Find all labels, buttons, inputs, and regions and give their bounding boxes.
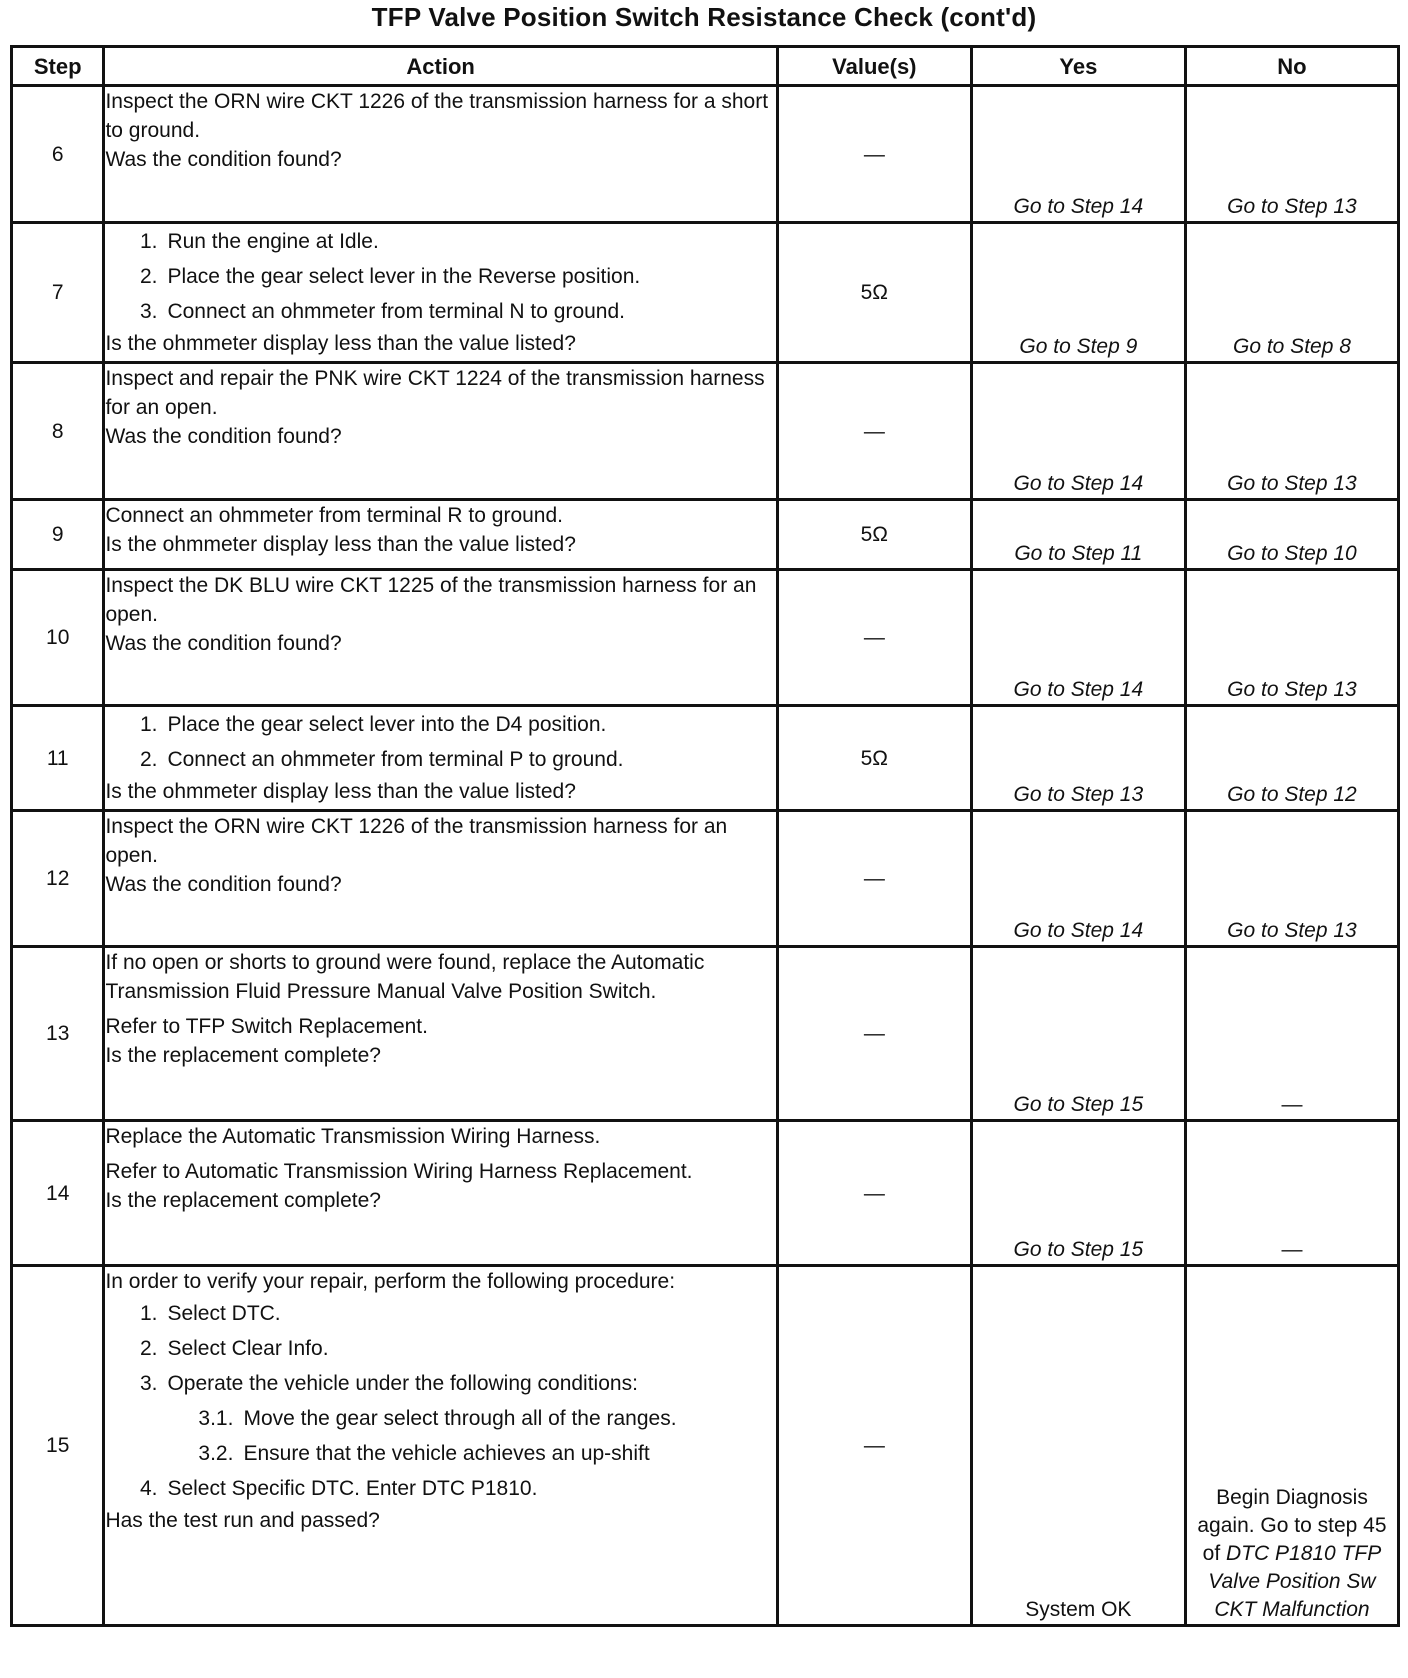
procedure-table xyxy=(10,45,1400,1627)
step-number: 7 xyxy=(12,223,104,363)
yes-cell: Go to Step 9 xyxy=(971,223,1185,363)
header-yes: Yes xyxy=(971,47,1185,86)
list-item: 2. Place the gear select lever in the Reverse position. xyxy=(139,265,641,288)
action-text: Inspect and repair the PNK wire CKT 1224 of the transmission harness for an open. xyxy=(105,367,765,419)
list-item: 1. Place the gear select lever into the D4 position. xyxy=(139,713,607,736)
action-question: Is the ohmmeter display less than the value listed? xyxy=(105,332,576,355)
value-cell: — xyxy=(777,1266,971,1626)
action-question: Was the condition found? xyxy=(105,873,342,896)
no-cell: Go to Step 13 xyxy=(1185,86,1398,223)
no-cell: — xyxy=(1185,947,1398,1121)
sub-list-item: 3.1. Move the gear select through all of the ranges. xyxy=(198,1407,677,1430)
table-row xyxy=(12,811,1399,947)
yes-cell: Go to Step 14 xyxy=(971,86,1185,223)
action-question: Was the condition found? xyxy=(105,632,342,655)
table-row xyxy=(12,1266,1399,1626)
table-row xyxy=(12,86,1399,223)
list-item: 3. Operate the vehicle under the following conditions: xyxy=(139,1372,638,1395)
value-cell: — xyxy=(777,811,971,947)
header-value: Value(s) xyxy=(777,47,971,86)
action-question: Was the condition found? xyxy=(105,425,342,448)
action-cell xyxy=(104,500,777,570)
table-row xyxy=(12,570,1399,706)
yes-cell: System OK xyxy=(971,1266,1185,1626)
list-item: 1. Run the engine at Idle. xyxy=(139,230,379,253)
no-cell: Go to Step 13 xyxy=(1185,570,1398,706)
yes-cell: Go to Step 14 xyxy=(971,570,1185,706)
yes-cell: Go to Step 13 xyxy=(971,706,1185,811)
table-row xyxy=(12,223,1399,363)
action-reference: Refer to Automatic Transmission Wiring Harness Replacement. xyxy=(105,1160,693,1183)
step-number: 10 xyxy=(12,570,104,706)
list-item: 1. Select DTC. xyxy=(139,1302,281,1325)
value-cell: — xyxy=(777,947,971,1121)
table-row xyxy=(12,363,1399,500)
action-cell xyxy=(104,947,777,1121)
action-cell xyxy=(104,1266,777,1626)
value-cell: 5Ω xyxy=(777,706,971,811)
list-item: 3. Connect an ohmmeter from terminal N to ground. xyxy=(139,300,625,323)
value-cell: — xyxy=(777,570,971,706)
action-text: Inspect the ORN wire CKT 1226 of the transmission harness for a short to ground. xyxy=(105,90,769,142)
list-item: 2. Connect an ohmmeter from terminal P to ground. xyxy=(139,748,624,771)
no-text: Begin Diagnosis again. Go to step 45 of xyxy=(1197,1486,1387,1565)
value-cell: 5Ω xyxy=(777,500,971,570)
no-cell: Go to Step 13 xyxy=(1185,811,1398,947)
action-text: If no open or shorts to ground were found, replace the Automatic Transmission Fluid Pressure Manual Valve Position Switch. xyxy=(105,951,705,1003)
step-number: 15 xyxy=(12,1266,104,1626)
step-number: 14 xyxy=(12,1121,104,1266)
action-text: In order to verify your repair, perform the following procedure: xyxy=(105,1270,676,1293)
list-item: 2. Select Clear Info. xyxy=(139,1337,329,1360)
value-cell: — xyxy=(777,86,971,223)
step-number: 9 xyxy=(12,500,104,570)
action-text: Connect an ohmmeter from terminal R to ground. xyxy=(105,504,563,527)
no-cell: Go to Step 13 xyxy=(1185,363,1398,500)
action-question: Was the condition found? xyxy=(105,148,342,171)
action-cell xyxy=(104,223,777,363)
action-cell xyxy=(104,706,777,811)
step-number: 11 xyxy=(12,706,104,811)
header-step: Step xyxy=(12,47,104,86)
no-cell: Go to Step 10 xyxy=(1185,500,1398,570)
list-item: 4. Select Specific DTC. Enter DTC P1810. xyxy=(139,1477,538,1500)
table-row xyxy=(12,1121,1399,1266)
action-cell xyxy=(104,86,777,223)
yes-cell: Go to Step 15 xyxy=(971,947,1185,1121)
action-cell xyxy=(104,363,777,500)
dtc-reference: DTC P1810 TFP Valve Position Sw CKT Malfunction xyxy=(1208,1542,1382,1621)
table-row xyxy=(12,706,1399,811)
yes-cell: Go to Step 11 xyxy=(971,500,1185,570)
action-question: Is the ohmmeter display less than the value listed? xyxy=(105,533,576,556)
action-question: Is the replacement complete? xyxy=(105,1044,381,1067)
value-cell: — xyxy=(777,363,971,500)
value-cell: 5Ω xyxy=(777,223,971,363)
sub-list-item: 3.2. Ensure that the vehicle achieves an up-shift xyxy=(198,1442,650,1465)
action-text: Replace the Automatic Transmission Wiring Harness. xyxy=(105,1125,601,1148)
action-question: Is the ohmmeter display less than the value listed? xyxy=(105,780,576,803)
action-cell xyxy=(104,811,777,947)
yes-cell: Go to Step 14 xyxy=(971,363,1185,500)
action-text: Inspect the DK BLU wire CKT 1225 of the transmission harness for an open. xyxy=(105,574,757,626)
value-cell: — xyxy=(777,1121,971,1266)
action-text: Inspect the ORN wire CKT 1226 of the transmission harness for an open. xyxy=(105,815,728,867)
table-row xyxy=(12,947,1399,1121)
action-cell xyxy=(104,570,777,706)
header-action: Action xyxy=(104,47,777,86)
action-question: Has the test run and passed? xyxy=(105,1509,380,1532)
no-cell: Go to Step 12 xyxy=(1185,706,1398,811)
table-row xyxy=(12,500,1399,570)
step-number: 13 xyxy=(12,947,104,1121)
no-cell: — xyxy=(1185,1121,1398,1266)
action-reference: Refer to TFP Switch Replacement. xyxy=(105,1015,428,1038)
header-no: No xyxy=(1185,47,1398,86)
step-number: 6 xyxy=(12,86,104,223)
yes-cell: Go to Step 14 xyxy=(971,811,1185,947)
header-row xyxy=(12,47,1399,86)
yes-cell: Go to Step 15 xyxy=(971,1121,1185,1266)
action-cell xyxy=(104,1121,777,1266)
step-number: 8 xyxy=(12,363,104,500)
no-cell: Go to Step 8 xyxy=(1185,223,1398,363)
page-title: TFP Valve Position Switch Resistance Check (cont'd) xyxy=(371,2,1037,32)
step-number: 12 xyxy=(12,811,104,947)
no-cell xyxy=(1185,1266,1398,1626)
action-question: Is the replacement complete? xyxy=(105,1189,381,1212)
